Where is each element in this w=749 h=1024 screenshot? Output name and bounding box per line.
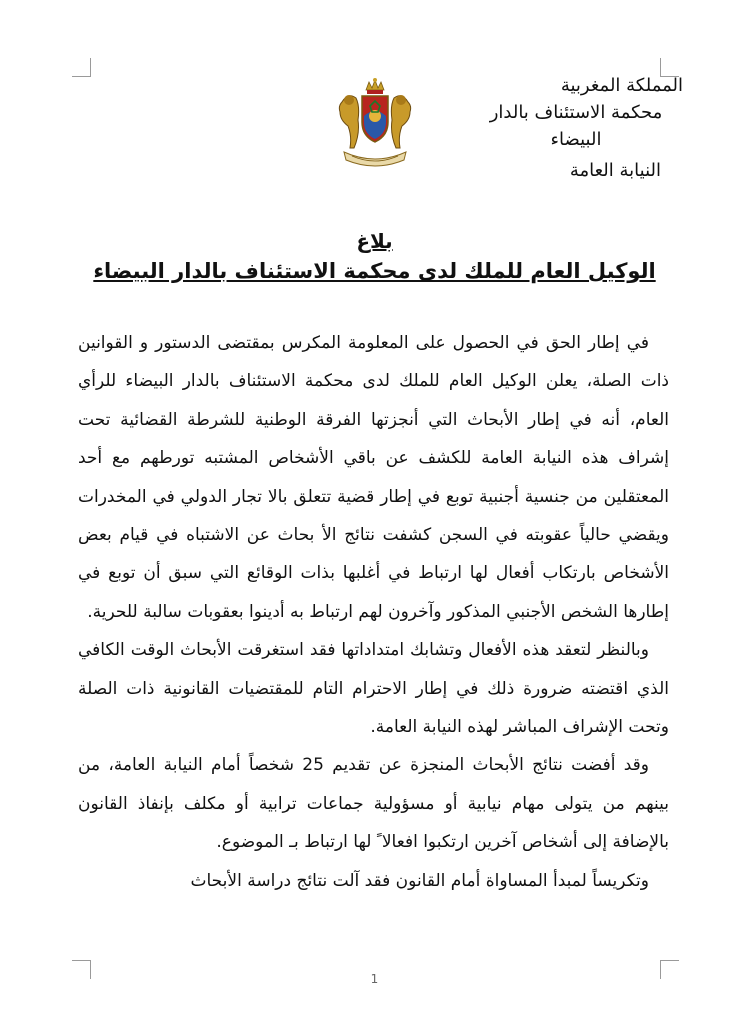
issuing-authority bbox=[461, 72, 691, 184]
title-communique-word: بلاغ bbox=[356, 229, 393, 253]
prosecution-office: النيابة العامة bbox=[569, 160, 661, 181]
paragraph-2: وبالنظر لتعقد هذه الأفعال وتشابك امتداداتها فقد استغرقت الأبحاث الوقت الكافي الذي اقتضته ضرورة ذلك في إطار الاحترام التام للمقتضيات القانونية ذات الصلة وتحت الإشراف المباشر لهذه النيابة العامة. bbox=[78, 640, 669, 738]
kingdom-name: المملكة المغربية bbox=[560, 75, 683, 96]
court-name: محكمة الاستئناف بالدار bbox=[489, 102, 663, 123]
moroccan-coat-of-arms-icon bbox=[330, 76, 420, 168]
court-city: البيضاء bbox=[550, 129, 602, 150]
paragraph-1: في إطار الحق في الحصول على المعلومة المكرس بمقتضى الدستور و القوانين ذات الصلة، يعلن الوكيل العام للملك لدى محكمة الاستئناف بالدار البيضاء للرأي العام، أنه في إطار الأبحاث التي أنجزتها الفرقة الوطنية للشرطة القضائية تحت إشراف هذه النيابة العامة للكشف عن باقي الأشخاص المشتبه تورطهم مع أحد المعتقلين من جنسية أجنبية توبع في إطار قضية تتعلق بالا تجار الدولي في المخدرات ويقضي حالياً عقوبته في السجن كشفت نتائج الأ بحاث عن الاشتباه في قيام بعض الأشخاص بارتكاب أفعال لها ارتباط في أغلبها بذات الوقائع التي سبق أن توبع في إطارها الشخص الأجنبي المذكور وآخرون لهم ارتباط به أدينوا بعقوبات سالبة للحرية. bbox=[78, 333, 669, 622]
paragraph-4: وتكريساً لمبدأ المساواة أمام القانون فقد آلت نتائج دراسة الأبحاث bbox=[190, 870, 649, 891]
title-issuer: الوكيل العام للملك لدى محكمة الاستئناف بالدار البيضاء bbox=[93, 259, 656, 283]
crop-mark-top-left bbox=[72, 58, 91, 77]
page-number: 1 bbox=[370, 972, 379, 986]
communique-body bbox=[78, 324, 669, 900]
paragraph-3: وقد أفضت نتائج الأبحاث المنجزة عن تقديم 25 شخصاً أمام النيابة العامة، من بينهم من يتولى مهام نيابية أو مسؤولية جماعات ترابية أو مكلف بإنفاذ القانون بالإضافة إلى أشخاص آخرين ارتكبوا افعالا ً لها ارتباط بـ الموضوع. bbox=[78, 755, 669, 853]
communique-title bbox=[60, 226, 689, 286]
